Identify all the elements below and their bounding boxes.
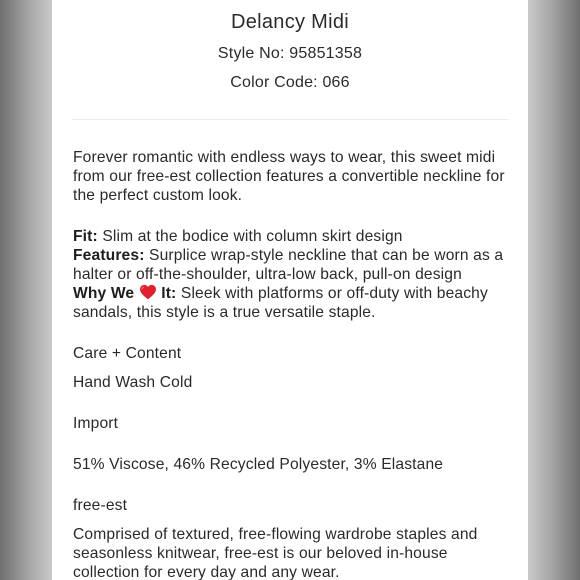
why-label-pre: Why We (73, 285, 135, 302)
fit-line (73, 227, 513, 246)
collection-name: free-est (73, 497, 128, 514)
why-text: Sleek with platforms or off-duty with beachy sandals, this style is a true versatile staple. (73, 285, 488, 321)
fit-label: Fit: (73, 228, 98, 245)
fit-text: Slim at the bodice with column skirt design (102, 228, 403, 245)
product-description: Forever romantic with endless ways to wear, this sweet midi from our free-est collection features a convertible neckline for the perfect custom look. (73, 149, 505, 204)
features-label: Features: (73, 247, 145, 264)
origin-text: Import (73, 415, 119, 432)
why-label-post: It: (161, 285, 177, 302)
red-heart-icon (139, 284, 157, 300)
why-we-love-it-line (73, 284, 513, 322)
features-text: Surplice wrap-style neckline that can be worn as a halter or off-the-shoulder, ultra-low back, pull-on design (73, 247, 504, 283)
care-content-heading: Care + Content (73, 345, 182, 362)
product-details (73, 227, 513, 322)
product-title: Delancy Midi (230, 11, 350, 33)
product-details-card (52, 0, 528, 580)
style-number: Style No: 95851358 (217, 45, 363, 62)
background-left-blur (0, 0, 52, 580)
header-divider (72, 119, 508, 120)
background-right-blur (528, 0, 580, 580)
features-line (73, 246, 513, 284)
materials-text: 51% Viscose, 46% Recycled Polyester, 3% Elastane (73, 456, 444, 473)
collection-description: Comprised of textured, free-flowing wardrobe staples and seasonless knitwear, free-est is our beloved in-house collection for every day and any wear. (73, 526, 478, 580)
care-wash-instruction: Hand Wash Cold (73, 374, 193, 391)
color-code: Color Code: 066 (230, 74, 350, 91)
